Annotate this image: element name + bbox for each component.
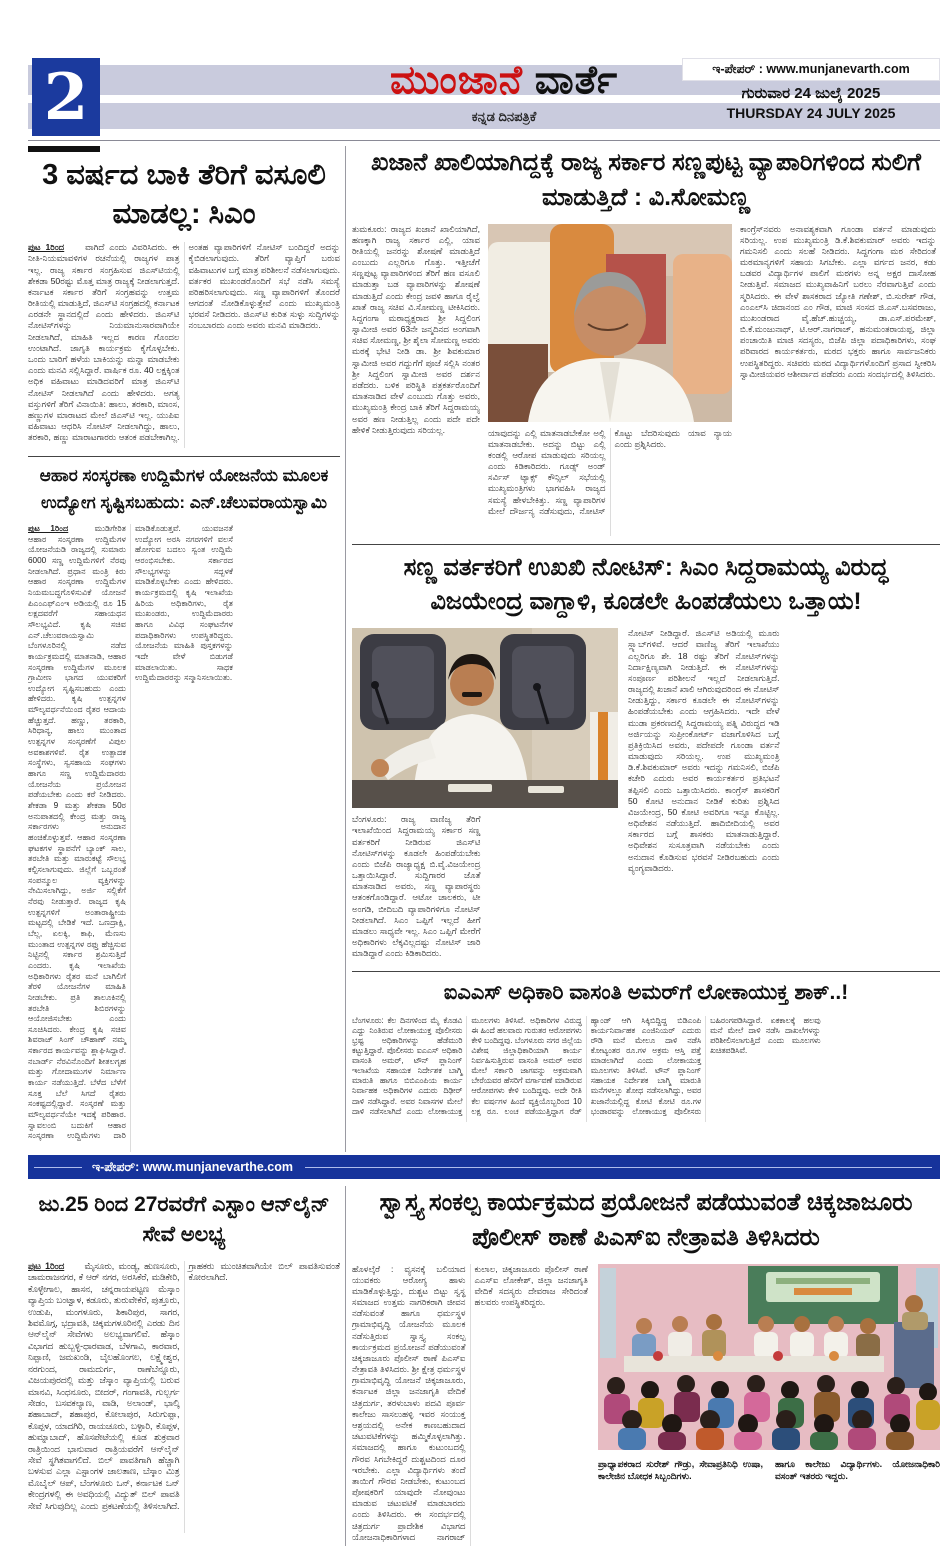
article-vijayendra-right-body: ನೋಟಿಸ್ ನೀಡಿದ್ದಾರೆ. ಜಿಎಸ್‌ಟಿ ಅಡಿಯಲ್ಲಿ ಮೂರು ಸ್ಲ್ಯಾಬ್‌ಗಳಿವೆ. ಆದರೆ ವಾಣಿಜ್ಯ ತೆರಿಗೆ ಇಲಾಖೆಯು ಎಲ್ಲರಿಗೂ ಶೇ. 18 ರಷ್ಟು ತೆರಿಗೆ ನೋಟಿಸ್‌ಗಳನ್ನು ನಿರ್ದಾಕ್ಷಿಣ್ಯವಾಗಿ ನೀಡುತ್ತಿದೆ. ಈ ನೋಟಿಸ್‌ಗಳನ್ನು ಸಂಪೂರ್ಣ ಪರಿಶೀಲನೆ ಇಲ್ಲದೆ ನೀಡಲಾಗುತ್ತಿದೆ. ರಾಜ್ಯದಲ್ಲಿ ಖಜಾನೆ ಖಾಲಿ ಆಗಿರುವುದರಿಂದ ಈ ನೋಟಿಸ್ ನೀಡುತ್ತಿದ್ದು, ಸರ್ಕಾರ ಕೂಡಲೇ ಈ ನೋಟಿಸ್‌ಗಳನ್ನು ಹಿಂಪಡೆಯಬೇಕು ಎಂದು ಆಗ್ರಹಿಸಿದರು. ಇದೇ ವೇಳೆ ಮುಡಾ ಪ್ರಕರಣದಲ್ಲಿ ಸಿದ್ದರಾಮಯ್ಯ ಪತ್ನಿ ವಿರುದ್ಧದ ಇಡಿ ಅರ್ಜಿಯನ್ನು ಸುಪ್ರೀಂಕೋರ್ಟ್ ವಜಾಗೊಳಿಸಿದ ಬಗ್ಗೆ ಪ್ರತಿಕ್ರಿಯಿಸಿದ ಅವರು, ಪದೇಪದೇ ಗೂಂಡಾ ವರ್ತನೆ ಮಾಡುವುದು ಸರಿಯಲ್ಲ. ಉಪ ಮುಖ್ಯಮಂತ್ರಿ ಡಿ.ಕೆ.ಶಿವಕುಮಾರ್ ಅವರು ಇದನ್ನು ಗಮನಿಸಲಿ, ಬಿಜೆಪಿ ಕಚೇರಿ ಎದುರು ಅವರ ಕಾರ್ಯಕರ್ತರ ಪ್ರತಿಭಟನೆ ತಪ್ಪಿಸಲಿ ಎಂದು ಒತ್ತಾಯಿಸಿದರು. ಕಾಂಗ್ರೆಸ್ ಶಾಸಕರಿಗೆ 50 ಕೋಟಿ ಅನುದಾನ ನೀಡಿಕೆ ಕುರಿತು ಪ್ರಶ್ನಿಸಿದ ವಿಜಯೇಂದ್ರ, 50 ಕೋಟಿ ಅವರಿಗೂ ಇನ್ನೂ ಕೊಟ್ಟಿಲ್ಲ. ಅಧಿವೇಶನ ನಡೆಯುತ್ತಿದೆ. ಹಾದಿಬೀದಿಯಲ್ಲಿ ಅವರ ಸರ್ಕಾರದ ಬಗ್ಗೆ ಶಾಸಕರು ಮಾತನಾಡುತ್ತಿದ್ದಾರೆ. ಅಧಿವೇಶನ ಸುಸೂತ್ರವಾಗಿ ನಡೆಯಬೇಕು ಎಂದು ಅನುದಾನ ಕೊಡಿಸುವ ಭರವಸೆ ನೀಡಿರಬಹುದು ಎಂದು ವ್ಯಂಗ್ಯವಾಡಿದರು. xyxy=(628,628,780,873)
masthead-title-block xyxy=(314,60,694,125)
dateline: ಪುಟ 1ರಿಂದ xyxy=(28,1260,65,1271)
column-divider xyxy=(345,146,346,1152)
bottom-right-column xyxy=(352,1186,940,1551)
date-kannada: ಗುರುವಾರ 24 ಜುಲೈ 2025 xyxy=(741,85,881,102)
article-food xyxy=(28,463,340,1152)
article-vijayendra-left-body: ಬೆಂಗಳೂರು: ರಾಜ್ಯ ವಾಣಿಜ್ಯ ತೆರಿಗೆ ಇಲಾಖೆಯಿಂದ ಸಿದ್ದರಾಮಯ್ಯ ಸರ್ಕಾರ ಸಣ್ಣ ವರ್ತಕರಿಗೆ ನೀಡಿರುವ ಜಿಎಸ್‌ಟಿ ನೋಟಿಸ್‌ಗಳನ್ನು ಕೂಡಲೇ ಹಿಂಪಡೆಯಬೇಕು ಎಂದು ಬಿಜೆಪಿ ರಾಜ್ಯಾಧ್ಯಕ್ಷ ಬಿ.ವೈ.ವಿಜಯೇಂದ್ರ ಒತ್ತಾಯಿಸಿದ್ದಾರೆ. ಸುದ್ದಿಗಾರರ ಜೊತೆ ಮಾತನಾಡಿದ ಅವರು, ಸಣ್ಣ ವ್ಯಾಪಾರಸ್ಥರು ಆತಂಕಗೊಂಡಿದ್ದಾರೆ. ಆಟೋ ಚಾಲಕರು, ಟೀ ಅಂಗಡಿ, ಬೀದಿಬದಿ ವ್ಯಾಪಾರಿಗಳಿಗೂ ನೋಟಿಸ್ ನೀಡಲಾಗಿದೆ. ಸಿಎಂ ಒಪ್ಪಿಗೆ ಇಲ್ಲದೆ ಹೀಗೆ ಮಾಡಲು ಸಾಧ್ಯವೇ ಇಲ್ಲ. ಸಿಎಂ ಒಪ್ಪಿಗೆ ಮೇರೆಗೆ ಅಧಿಕಾರಿಗಳು ಲೆಕ್ಕವಿಲ್ಲದಷ್ಟು ನೋಟಿಸ್ ಜಾರಿ ಮಾಡಿದ್ದಾರೆ ಎಂದು ಕಿಡಿಕಾರಿದರು. xyxy=(352,814,481,959)
health-photo-caption xyxy=(598,1458,940,1506)
article-separator xyxy=(352,971,940,972)
column-divider xyxy=(345,1186,346,1546)
article-tax-headline: 3 ವರ್ಷದ ಬಾಕಿ ತೆರಿಗೆ ವಸೂಲಿ ಮಾಡಲ್ಲ: ಸಿಎಂ xyxy=(42,159,326,231)
article-somanna-headline: ಖಜಾನೆ ಖಾಲಿಯಾಗಿದ್ದಕ್ಕೆ ರಾಜ್ಯ ಸರ್ಕಾರ ಸಣ್ಣಪುಟ್ಟ ವ್ಯಾಪಾರಿಗಳಿಂದ ಸುಲಿಗೆ ಮಾಡುತ್ತಿದೆ : ವಿ.ಸೋಮಣ್ಣ xyxy=(370,149,921,211)
article-estamp xyxy=(28,1190,340,1533)
article-estamp-body xyxy=(28,1261,340,1533)
epaper-banner xyxy=(28,1155,940,1179)
date-english: THURSDAY 24 JULY 2025 xyxy=(726,105,896,121)
vijayendra-press-photo xyxy=(352,628,618,808)
somanna-photo xyxy=(488,224,732,422)
article-ias-headline: ಐಎಎಸ್ ಅಧಿಕಾರಿ ವಾಸಂತಿ ಅಮರ್‌ಗೆ ಲೋಕಾಯುಕ್ತ ಶಾಕ್..! xyxy=(443,981,849,1005)
article-health-headline: ಸ್ವಾಸ್ತ್ಯ ಸಂಕಲ್ಪ ಕಾರ್ಯಕ್ರಮದ ಪ್ರಯೋಜನೆ ಪಡೆಯುವಂತೆ ಚಿಕ್ಕಜಾಜೂರು ಪೊಲೀಸ್ ಠಾಣೆ ಪಿಎಸ್ಐ ನೇತ್ರಾವತಿ ತಿಳಿಸಿದರು xyxy=(379,1189,913,1251)
article-somanna-col1: ತುಮಕೂರು: ರಾಜ್ಯದ ಖಜಾನೆ ಖಾಲಿಯಾಗಿದೆ, ಹಣಕ್ಕಾಗಿ ರಾಜ್ಯ ಸರ್ಕಾರ ಎಲ್ಲಿ, ಯಾವ ರೀತಿಯಲ್ಲಿ ಜನರನ್ನು ಶೋಷಣೆ ಮಾಡುತ್ತಿದೆ ಎಂಬುದು ಎಲ್ಲರಿಗೂ ಗೊತ್ತು. ಇತ್ತೀಚೆಗೆ ಸಣ್ಣಪುಟ್ಟ ವ್ಯಾಪಾರಿಗಳಿಂದ ತೆರಿಗೆ ಹಣ ವಸೂಲಿ ಮಾಡುತ್ತಾ ಬಡ ವ್ಯಾಪಾರಿಗಳನ್ನು ಶೋಷಣೆ ಮಾಡುತ್ತಿದೆ ಎಂದು ಕೇಂದ್ರ ಜವಳಿ ಹಾಗೂ ರೈಲ್ವೆ ಖಾತೆ ರಾಜ್ಯ ಸಚಿವ ವಿ.ಸೋಮಣ್ಣ ಟೀಕಿಸಿದರು. ಸಿದ್ದಗಂಗಾ ಮಠಾಧ್ಯಕ್ಷರಾದ ಶ್ರೀ ಸಿದ್ದಲಿಂಗ ಸ್ವಾಮೀಜಿ ಅವರ 63ನೇ ಜನ್ಮದಿನದ ಅಂಗವಾಗಿ ಸಚಿವ ಸೋಮಣ್ಣ, ಶ್ರೀ ಶೈಲಾ ಸೋಮಣ್ಣ ಅವರು ಮಠಕ್ಕೆ ಭೇಟಿ ನೀಡಿ ಡಾ. ಶ್ರೀ ಶಿವಕುಮಾರ ಸ್ವಾಮೀಜಿ ಅವರ ಗದ್ದುಗೆಗೆ ಪೂಜೆ ಸಲ್ಲಿಸಿ ನಂತರ ಶ್ರೀ ಸಿದ್ದಲಿಂಗ ಸ್ವಾಮೀಜಿ ಅವರ ದರ್ಶನ ಪಡೆದರು. ಬಳಿಕ ಪರಿಸ್ಥಿತಿ ಪತ್ರಕರ್ತರೊಂದಿಗೆ ಮಾತನಾಡಿದ ವೇಳೆ ಎಂಬುದು ಗೊತ್ತು ಅವರು, ಮುಖ್ಯಮಂತ್ರಿ ಕೇಂದ್ರ ಬಾಕಿ ತೆರಿಗೆ ಸಿದ್ದರಾಮಯ್ಯ ಅವರ ಹಣ ನೀಡುತ್ತಿಲ್ಲ ಎಂದು ಪದೇ ಪದೇ ಹೇಳಿಕೆ ನೀಡುತ್ತಿರುವುದು ಸರಿಯಲ್ಲ. xyxy=(352,223,480,435)
article-somanna-col4: ಕಾಂಗ್ರೆಸ್‌ನವರು ಅನಾವಶ್ಯಕವಾಗಿ ಗೂಂಡಾ ವರ್ತನೆ ಮಾಡುವುದು ಸರಿಯಲ್ಲ. ಉಪ ಮುಖ್ಯಮಂತ್ರಿ ಡಿ.ಕೆ.ಶಿವಕುಮಾರ್ ಅವರು ಇದನ್ನು ಗಮನಿಸಲಿ ಎಂದು ಸಲಹೆ ನೀಡಿದರು. ಸಿದ್ದಗಂಗಾ ಮಠ ಸೇರಿದಂತೆ ಮಠಮಾನ್ಯಗಳಿಗೆ ಸಹಾಯ ಸಿಗಬೇಕು. ಎಲ್ಲಾ ವರ್ಗದ ಜನರ, ಕಡು ಬಡವರ ವಿದ್ಯಾರ್ಥಿಗಳ ಪಾಲಿಗೆ ಮಠಗಳು ಅನ್ನ ಅಕ್ಷರ ದಾಸೋಹ ನೀಡುತ್ತಿವೆ. ಸಮಾಜದ ಮುಖ್ಯವಾಹಿನಿಗೆ ಬರಲು ನೆರವಾಗುತ್ತಿವೆ ಎಂದು ಸ್ಮರಿಸಿದರು. ಈ ವೇಳೆ ಶಾಸಕರಾದ ಜ್ಯೋತಿ ಗಣೇಶ್, ಬಿ.ಸುರೇಶ್ ಗೌಡ, ಎಂಎಲ್‌ಸಿ ಚಿದಾನಂದ ಎಂ ಗೌಡ, ಮಾಜಿ ಸಂಸದ ಜಿ.ಎಸ್.ಬಸವರಾಜು, ಮುಖಂಡರಾದ ವೈ.ಹೆಚ್.ಹುಚ್ಚಯ್ಯ, ಡಾ.ಎಸ್.ಪರಮೇಶ್, ಬಿ.ಕೆ.ಮಂಜುನಾಥ್, ಟಿ.ಆರ್.ನಾಗರಾಜ್, ಹನುಮಂತರಾಯಪ್ಪ, ಜಿಲ್ಲಾ ಪಂಚಾಯಿತಿ ಮಾಜಿ ಸದಸ್ಯರು, ಬಿಜೆಪಿ ಜಿಲ್ಲಾ ಪದಾಧಿಕಾರಿಗಳು, ಸಂಘ ಪರಿವಾರದ ಕಾರ್ಯಕರ್ತರು, ಮಠದ ಭಕ್ತರು ಹಾಗೂ ಸಾರ್ವಜನಿಕರು ಉಪಸ್ಥಿತರಿದ್ದರು. ಸಚಿವರು ಮಠದ ವಿದ್ಯಾರ್ಥಿಗಳೊಂದಿಗೆ ಪ್ರಸಾದ ಸ್ವೀಕರಿಸಿ ಸ್ವಾಮೀಜಿಯವರ ಆಶೀರ್ವಾದ ಪಡೆದರು ಎಂದು ಸಂದರ್ಭದಲ್ಲಿ ತಿಳಿಸಿದರು. xyxy=(740,223,936,379)
newspaper-title xyxy=(314,60,694,103)
masthead xyxy=(28,58,940,138)
left-column xyxy=(28,146,340,1154)
bottom-left-column xyxy=(28,1186,340,1551)
title-word-red: ಮುಂಜಾನೆ xyxy=(389,59,523,102)
article-tax xyxy=(28,146,340,448)
article-vijayendra-headline: ಸಣ್ಣ ವರ್ತಕರಿಗೆ ಉಖಖಿ ನೋಟಿಸ್: ಸಿಎಂ ಸಿದ್ದರಾಮಯ್ಯ ವಿರುದ್ಧ ವಿಜಯೇಂದ್ರ ವಾಗ್ದಾಳಿ, ಕೂಡಲೇ ಹಿಂಪಡೆಯಲು ಒತ್ತಾಯ! xyxy=(403,553,889,616)
article-separator xyxy=(352,544,940,545)
caption-left: ಪ್ರಾಧ್ಯಾಪಕರಾದ ಸುರೇಶ್ ಗೌಡ್ರು, ಸೇವಾಪ್ರತಿನಿಧಿ ಉಷಾ, ಕಾಲೇಜಿನ ಬೋಧಕ ಸಿಬ್ಬಂದಿಗಳು. xyxy=(598,1458,763,1481)
dateline: ಪುಟ 1ರಿಂದ xyxy=(28,523,69,533)
article-separator xyxy=(28,456,340,457)
banner-line xyxy=(34,1167,82,1168)
article-ias-body: ಬೆಂಗಳೂರು: ಕೆಲ ದಿನಗಳಿಂದ ಮೈ ಕೊಡವಿ ಎದ್ದು ನಿಂತಿರುವ ಲೋಕಾಯುಕ್ತ ಪೊಲೀಸರು ಭ್ರಷ್ಟ ಅಧಿಕಾರಿಗಳನ್ನು ಹೆಡೆಮುರಿ ಕಟ್ಟುತ್ತಿದ್ದಾರೆ. ಪೊಲೀಸರು ಐಎಎಸ್ ಅಧಿಕಾರಿ ವಾಸಂತಿ ಅಮರ್, ಟೌನ್ ಪ್ಲಾನಿಂಗ್ ಇಲಾಖೆಯ ಸಹಾಯಕ ನಿರ್ದೇಶಕ ಬಾಗ್ಮಿ ಮಾರುತಿ ಹಾಗೂ ಬಿಬಿಎಂಪಿಯ ಕಾರ್ಯ ನಿರ್ವಾಹಕ ಅಧಿಕಾರಿಗಳ ಎದುರು ದಿಢೀರ್ ದಾಳಿ ನಡೆಸಿದ್ದಾರೆ. ಅವರ ನಿವಾಸಗಳ ಮೇಲೆ ದಾಳಿ ನಡೆಸಲಾಗಿದೆ ಎಂದು ಲೋಕಾಯುಕ್ತ ಮೂಲಗಳು ತಿಳಿಸಿವೆ. ಅಧಿಕಾರಿಗಳ ವಿರುದ್ಧ ಈ ಹಿಂದೆ ಹಲವಾರು ಗುರುತರ ಆರೋಪಗಳು ಕೇಳಿ ಬಂದಿದ್ದವು. ಬೆಂಗಳೂರು ನಗರ ಜಿಲ್ಲೆಯ ವಿಶೇಷ ಜಿಲ್ಲಾಧಿಕಾರಿಯಾಗಿ ಕಾರ್ಯ ನಿರ್ವಹಿಸುತ್ತಿರುವ ವಾಸಂತಿ ಅಮರ್ ಅವರ ಮೇಲೆ ಸರ್ಕಾರಿ ಜಾಗವನ್ನು ಅಕ್ರಮವಾಗಿ ಬೇರೆಯವರ ಹೆಸರಿಗೆ ವರ್ಗಾವಣೆ ಮಾಡಿರುವ ಆರೋಪಗಳು ಕೇಳಿ ಬಂದಿದ್ದವು. ಅದೇ ರೀತಿ ಕೆಲ ವರ್ಷಗಳ ಹಿಂದೆ ವ್ಯಕ್ತಿಯೊಬ್ಬರಿಂದ 10 ಲಕ್ಷ ರೂ. ಲಂಚ ಪಡೆಯುತ್ತಿದ್ದಾಗ ರೆಡ್ ಹ್ಯಾಂಡ್ ಆಗಿ ಸಿಕ್ಕಿಬಿದ್ದಿದ್ದ ಬಿಡಿಎಂಪಿ ಕಾರ್ಯನಿರ್ವಾಹಕ ಎಂಜಿನಿಯರ್ ಎದುರು ರೌಡಿ ಮನೆ ಮೇಲೂ ದಾಳಿ ನಡೆಸಿ ಕೋಟ್ಯಂತರ ರೂ.ಗಳ ಅಕ್ರಮ ಆಸ್ತಿ ಪತ್ತೆ ಮಾಡಲಾಗಿದೆ ಎಂದು ಲೋಕಾಯುಕ್ತ ಮೂಲಗಳು ತಿಳಿಸಿವೆ. ಟೌನ್ ಪ್ಲಾನಿಂಗ್ ಸಹಾಯಕ ನಿರ್ದೇಶಕ ಬಾಗ್ಮಿ ಮಾರುತಿ ಮನೆಗಳಲ್ಲೂ ಶೋಧ ನಡೆಸಲಾಗಿದ್ದು, ಅವರ ಖಜಾನೆಯಲ್ಲಿದ್ದ ಕೋಟಿ ಕೋಟಿ ರೂ.ಗಳ ಭಂಡಾರವನ್ನು ಲೋಕಾಯುಕ್ತ ಪೊಲೀಸರು ಬಹಿರಂಗಪಡಿಸಿದ್ದಾರೆ. ಏಕಕಾಲಕ್ಕೆ ಹಲವು ಮನೆ ಮೇಲೆ ದಾಳಿ ನಡೆಸಿ ದಾಖಲೆಗಳನ್ನು ಪರಿಶೀಲಿಸಲಾಗುತ್ತಿದೆ ಎಂದು ಮೂಲಗಳು ಖಚಿತಪಡಿಸಿವೆ. xyxy=(352,1015,821,1116)
article-tax-body xyxy=(28,242,340,448)
masthead-rule xyxy=(28,140,940,141)
article-estamp-headline: ಜು.25 ರಿಂದ 27ರವರೆಗೆ ಎಸ್ಟಾಂ ಆನ್‌ಲೈನ್ ಸೇವೆ ಅಲಭ್ಯ xyxy=(38,1193,330,1247)
article-food-body xyxy=(28,524,340,1152)
body-text: ವಾಗಿದೆ ಎಂದು ವಿವರಿಸಿದರು. ಈ ನೀತಿ-ನಿಯಮಾವಳಿಗಳ ರಚನೆಯಲ್ಲಿ ರಾಜ್ಯಗಳ ಪಾತ್ರ ಇಲ್ಲ. ರಾಜ್ಯ ಸರ್ಕಾರ ಸಂಗ್ರಹಿಸುವ ಜಿಎಸ್‌ಟಿಯಲ್ಲಿ ಶೇಕಡಾ 50ರಷ್ಟು ಮೊತ್ತ ಮಾತ್ರ ರಾಜ್ಯಕ್ಕೆ ನೀಡಲಾಗುತ್ತದೆ. ಕರ್ನಾಟಕ ಸರ್ಕಾರ ತೆರಿಗೆ ಸಂಗ್ರಹವನ್ನು ಉತ್ತಮ ರೀತಿಯಲ್ಲಿ ಮಾಡುತ್ತಿದೆ, ಜಿಎಸ್‌ಟಿ ಸಂಗ್ರಹದಲ್ಲಿ ಕರ್ನಾಟಕ ಎರಡನೇ ಸ್ಥಾನದಲ್ಲಿದೆ ಎಂದು ಹೇಳಿದರು. ಜಿಎಸ್‌ಟಿ ನೋಟಿಸ್‌ಗಳನ್ನು ನಿಯಮಾನುಸಾರವಾಗಿಯೇ ನೀಡಲಾಗಿದೆ, ಮಾಹಿತಿ ಇಲ್ಲದ ಕಾರಣ ಗೊಂದಲ ಉಂಟಾಗಿದೆ. ಜಾಗೃತಿ ಕಾರ್ಯಕ್ರಮ ಕೈಗೊಳ್ಳಬೇಕು. ಒಂದು ಬಾರಿಗೆ ಹಳೆಯ ಬಾಕಿಯನ್ನು ಮನ್ನಾ ಮಾಡಬೇಕು ಎಂದು ಮನವಿ ಸಲ್ಲಿಸಿದ್ದಾರೆ. ವಾರ್ಷಿಕ ರೂ. 40 ಲಕ್ಷಕ್ಕಿಂತ ಅಧಿಕ ವಹಿವಾಟು ಮಾಡಿದವರಿಗೆ ಮಾತ್ರ ಜಿಎಸ್‌ಟಿ ನೋಟಿಸ್ ನೀಡಲಾಗಿದೆ ಎಂದು ಹೇಳಿದರು. ಅಗತ್ಯ ವಸ್ತುಗಳಿಗೆ ತೆರಿಗೆ ವಿನಾಯಿತಿ: ಹಾಲು, ತರಕಾರಿ, ಮಾಂಸ, ಹಣ್ಣುಗಳ ಮಾರಾಟದ ಮೇಲೆ ಜಿಎಸ್‌ಟಿ ಇಲ್ಲ. ಯುಪಿಐ ವಹಿವಾಟು ಆಧರಿಸಿ ನೋಟಿಸ್ ನೀಡಲಾಗಿದ್ದು, ಹಾಲು, ತರಕಾರಿ, ಹಣ್ಣು ಮಾರಾಟಗಾರರು ಆತಂಕ ಪಡಬೇಕಾಗಿಲ್ಲ. ಅಂತಹ ವ್ಯಾಪಾರಿಗಳಿಗೆ ನೋಟಿಸ್ ಬಂದಿದ್ದರೆ ಅದನ್ನು ಕೈಬಿಡಲಾಗುವುದು. ತೆರಿಗೆ ವ್ಯಾಪ್ತಿಗೆ ಬರುವ ವಹಿವಾಟುಗಳ ಬಗ್ಗೆ ಮಾತ್ರ ಪರಿಶೀಲನೆ ನಡೆಸಲಾಗುವುದು. ವರ್ತಕರ ಮುಖಂಡರೊಂದಿಗೆ ಸಭೆ ನಡೆಸಿ ಸಮಸ್ಯೆ ಪರಿಹರಿಸಲಾಗುವುದು. ಸಣ್ಣ ವ್ಯಾಪಾರಿಗಳಿಗೆ ತೊಂದರೆ ಆಗದಂತೆ ನೋಡಿಕೊಳ್ಳುತ್ತೇವೆ ಎಂದು ಮುಖ್ಯಮಂತ್ರಿ ಭರವಸೆ ನೀಡಿದರು. ಜಿಎಸ್‌ಟಿ ಕುರಿತ ಸುಳ್ಳು ಸುದ್ದಿಗಳನ್ನು ನಂಬಬಾರದು ಎಂದು ಅವರು ಮನವಿ ಮಾಡಿದರು. xyxy=(28,242,340,443)
dateline: ಪುಟ 1ರಿಂದ xyxy=(28,242,65,253)
article-health-body: ಹೊಳಲ್ಕೆರೆ : ವ್ಯಸನಕ್ಕೆ ಬಲಿಯಾದ ಯುವಕರು ಆರೋಗ್ಯ ಹಾಳು ಮಾಡಿಕೊಳ್ಳುತ್ತಿದ್ದು, ದುಶ್ಚಟ ಬಿಟ್ಟು ಸ್ವಸ್ಥ ಸಮಾಜದ ಉತ್ತಮ ನಾಗರಿಕರಾಗಿ ಜೀವನ ನಡೆಸುವಂತೆ ಹಾಗೂ ಧರ್ಮಸ್ಥಳ ಗ್ರಾಮಾಭಿವೃದ್ಧಿ ಯೋಜನೆಯ ಮೂಲಕ ನಡೆಸುತ್ತಿರುವ ಸ್ವಾಸ್ತ್ಯ ಸಂಕಲ್ಪ ಕಾರ್ಯಕ್ರಮದ ಪ್ರಯೋಜನೆ ಪಡೆಯುವಂತೆ ಚಿಕ್ಕಜಾಜೂರು ಪೊಲೀಸ್ ಠಾಣೆ ಪಿಎಸ್ಐ ನೇತ್ರಾವತಿ ತಿಳಿಸಿದರು. ಶ್ರೀ ಕ್ಷೇತ್ರ ಧರ್ಮಸ್ಥಳ ಗ್ರಾಮಾಭಿವೃದ್ಧಿ ಯೋಜನೆ ಚಿಕ್ಕಜಾಜೂರು, ಕರ್ನಾಟಕ ಜಿಲ್ಲಾ ಜನಜಾಗೃತಿ ವೇದಿಕೆ ಚಿತ್ರದುರ್ಗ, ತರಳುಬಾಳು ಪದವಿ ಪೂರ್ವ ಕಾಲೇಜು ಸಾಸಲುಹಳ್ಳಿ ಇವರ ಸಂಯುಕ್ತ ಆಶ್ರಯದಲ್ಲಿ ಅನೇಕ ಕಾಣಬಹುದಾದ ಚಟುವಟಿಕೆಗಳನ್ನು ಹಮ್ಮಿಕೊಳ್ಳಲಾಗಿತ್ತು. ಸಮಾಜದಲ್ಲಿ ಹಾಗೂ ಕುಟುಂಬದಲ್ಲಿ ಗೌರವ ಸಿಗಬೇಕಿದ್ದರೆ ದುಶ್ಚಟದಿಂದ ದೂರ ಇರಬೇಕು. ಎಲ್ಲಾ ವಿದ್ಯಾರ್ಥಿಗಳು ತಂದೆ ತಾಯಿಗೆ ಗೌರವ ನೀಡಬೇಕು, ಕುಟುಂಬದ ಪೋಷಕರಿಗೆ ಯಾವುದೇ ನೋವುಂಟು ಮಾಡುವ ಚಟುವಟಿಕೆ ಮಾಡಬಾರದು ಎಂದು ತಿಳಿಸಿದರು. ಈ ಸಂದರ್ಭದಲ್ಲಿ ಚಿತ್ರದುರ್ಗ ಪ್ರಾದೇಶಿಕ ವಿಭಾಗದ ಯೋಜನಾಧಿಕಾರಿಗಳಾದ ನಾಗರಾಜ್ ಕುಲಾಲ, ಚಿಕ್ಕಜಾಜೂರು ಪೊಲೀಸ್ ಠಾಣೆ ಎಎಸ್ಐ ಲೋಕೇಶ್, ಜಿಲ್ಲಾ ಜನಜಾಗೃತಿ ವೇದಿಕೆ ಸದಸ್ಯರು ದೇವರಾಜ ಸೇರಿದಂತೆ ಹಲವರು ಉಪಸ್ಥಿತರಿದ್ದರು. xyxy=(352,1263,588,1542)
section-bar xyxy=(28,146,100,152)
newspaper-tagline: ಕನ್ನಡ ದಿನಪತ್ರಿಕೆ xyxy=(471,108,537,124)
article-somanna xyxy=(352,146,940,536)
body-text: ಮೈಸೂರು, ಮಂಡ್ಯ, ಹುಣಸೂರು, ಚಾಮರಾಜನಗರ, ಕೆ ಆರ್ ನಗರ, ಅರಸಿಕೆರೆ, ಮಡಿಕೇರಿ, ಕೊಳ್ಳೇಗಾಲ, ಹಾಸನ, ಚನ್ನರಾಯಪಟ್ಟಣ ಮೆಸ್ಕಾಂ ವ್ಯಾಪ್ತಿಯ ಬಂಟ್ವಾಳ, ಕಡೂರು, ತುರುವೇಕೆರೆ, ಪುತ್ತೂರು, ಉಡುಪಿ, ಮಂಗಳೂರು, ಶಿಕಾರಿಪುರ, ಸಾಗರ, ಶಿವಮೊಗ್ಗ, ಭದ್ರಾವತಿ, ಚಿಕ್ಕಮಗಳೂರಿನಲ್ಲಿ ಎರಡು ದಿನ ಆನ್‌ಲೈನ್ ಸೇವೆಗಳು ಅಲಭ್ಯವಾಗಲಿವೆ. ಹೆಸ್ಕಾಂ ವಿಭಾಗದ ಹುಬ್ಬಳ್ಳಿ-ಧಾರವಾಡ, ಬೆಳಗಾವಿ, ಕಾರವಾರ, ನಿಪ್ಪಾಣಿ, ಜಮಖಂಡಿ, ಬೈಲಹೊಂಗಲ, ಲಕ್ಷ್ಮೇಶ್ವರ, ನರಗುಂದ, ರಾಮದುರ್ಗ, ರಾಣೆಬೆನ್ನೂರು, ವಿಜಯಪುರದಲ್ಲಿ ಮತ್ತು ಜೆಸ್ಕಾಂ ವ್ಯಾಪ್ತಿಯಲ್ಲಿ ಬರುವ ಮಾನವಿ, ಸಿಂಧನೂರು, ಬೀದರ್, ಗಂಗಾವತಿ, ಗುಲ್ಬರ್ಗ ಸೇಡಂ, ಬಸವಕಲ್ಯಾಣ, ವಾಡಿ, ಅಲಾಂಡ್, ಭಾಲ್ಕಿ ಶಹಾಬಾದ್, ಶಹಾಪುರ, ಕೋಲಾಪುರ, ಸಿರುಗುಪ್ಪಾ, ಕೊಪ್ಪಳ, ಯಾದಗಿರಿ, ರಾಯಚೂರು, ಬಳ್ಳಾರಿ, ಕೊಪ್ಪಳ, ಹುಮ್ನಾಬಾದ್, ಹೊಸಪೇಟೆಯಲ್ಲಿ ಕೂಡ ಶುಕ್ರವಾರ ರಾತ್ರಿಯಿಂದ ಭಾನುವಾರ ರಾತ್ರಿಯವರೆಗೆ ಆನ್‌ಲೈನ್ ಸೇವೆ ಸ್ಥಗಿತವಾಗಲಿದೆ. ಬಿಲ್ ಪಾವತಿಗಾಗಿ ಹೆಚ್ಚಾಗಿ ಬಳಸುವ ಎಲ್ಲಾ ಎಸ್ಟಾಂಗಳ ಜಾಲತಾಣ, ಬೆಸ್ಕಾಂ ಮಿತ್ರ ಮೊಬೈಲ್ ಆಪ್, ಬೆಂಗಳೂರು ಒನ್, ಕರ್ನಾಟಕ ಒನ್ ಕೇಂದ್ರಗಳಲ್ಲಿ ಈ ಅವಧಿಯಲ್ಲಿ ವಿದ್ಯುತ್ ಬಿಲ್ ಪಾವತಿ ಸೇವೆ ಸಿಗುವುದಿಲ್ಲ ಎಂದು ಪ್ರಕಟಣೆಯಲ್ಲಿ ತಿಳಿಸಲಾಗಿದೆ. ಗ್ರಾಹಕರು ಮುಂಚಿತವಾಗಿಯೇ ಬಿಲ್ ಪಾವತಿಸುವಂತೆ ಕೋರಲಾಗಿದೆ. xyxy=(28,1260,340,1511)
health-program-photo xyxy=(598,1264,940,1450)
article-ias xyxy=(352,978,940,1121)
epaper-url: ಇ-ಪೇಪರ್ : www.munjanevarth.com xyxy=(682,58,940,81)
title-word-black: ವಾರ್ತೆ xyxy=(534,59,619,102)
banner-line xyxy=(305,1167,932,1168)
banner-url: ಇ-ಪೇಪರ್: www.munjanevarthe.com xyxy=(92,1159,293,1174)
right-column xyxy=(352,146,940,1154)
article-somanna-mid: ಯಾವುದನ್ನು ಎಲ್ಲಿ ಮಾತನಾಡಬೇಕೋ ಅಲ್ಲಿ ಮಾತನಾಡಬೇಕು. ಅದನ್ನು ಬಿಟ್ಟು ಎಲ್ಲಿ ಕಂಡಲ್ಲಿ ಆರೋಪ ಮಾಡುವುದು ಸರಿಯಲ್ಲ ಎಂದು ಕಿಡಿಕಾರಿದರು. ಗೂಡ್ಸ್ ಅಂಡ್ ಸರ್ವಿಸ್ ಟ್ಯಾಕ್ಸ್ ಕೌನ್ಸಿಲ್ ಸಭೆಯಲ್ಲಿ ಮುಖ್ಯಮಂತ್ರಿಗಳು ಭಾಗವಹಿಸಿ ರಾಜ್ಯದ ಸಮಸ್ಯೆ ಹೇಳಬೇಕಿತ್ತು. ಸಣ್ಣ ವ್ಯಾಪಾರಿಗಳ ಮೇಲೆ ದೌರ್ಜನ್ಯ ನಡೆಸುವುದು, ನೋಟಿಸ್ ಕೊಟ್ಟು ಬೆದರಿಸುವುದು ಯಾವ ನ್ಯಾಯ ಎಂದು ಪ್ರಶ್ನಿಸಿದರು. xyxy=(488,427,732,516)
caption-right: ಹಾಗೂ ಕಾಲೇಜು ವಿದ್ಯಾರ್ಥಿಗಳು. ಯೋಜನಾಧಿಕಾರಿ ವಸಂತ್ ಇತರರು ಇದ್ದರು. xyxy=(775,1458,940,1481)
article-health xyxy=(352,1186,940,1546)
masthead-date-block xyxy=(682,58,940,121)
page-number: 2 xyxy=(32,58,100,136)
body-text: ಮುಡಿಗೇರಿತ ಆಹಾರ ಸಂಸ್ಕರಣಾ ಉದ್ದಿಮೆಗಳ ಯೋಜನೆಯಡಿ ರಾಜ್ಯದಲ್ಲಿ ಸುಮಾರು 6000 ಸಣ್ಣ ಉದ್ದಿಮೆಗಳಿಗೆ ನೆರವು ನೀಡಲಾಗಿದೆ. ಪ್ರಧಾನ ಮಂತ್ರಿ ಕಿರು ಆಹಾರ ಸಂಸ್ಕರಣಾ ಉದ್ದಿಮೆಗಳ ನಿಯಮಬದ್ಧಗೊಳಿಸುವಿಕೆ ಯೋಜನೆ ಪಿಎಂಎಫ್‌ಎಂಇ ಅಡಿಯಲ್ಲಿ ರೂ 15 ಲಕ್ಷದವರೆಗೆ ಸಹಾಯಧನ ಸೌಲಭ್ಯವಿದೆ. ಕೃಷಿ ಸಚಿವ ಎನ್.ಚೆಲುವರಾಯಸ್ವಾಮಿ ಬೆಂಗಳೂರಿನಲ್ಲಿ ನಡೆದ ಕಾರ್ಯಕ್ರಮದಲ್ಲಿ ಮಾತನಾಡಿ, ಆಹಾರ ಸಂಸ್ಕರಣಾ ಉದ್ದಿಮೆಗಳ ಮೂಲಕ ಗ್ರಾಮೀಣ ಭಾಗದ ಯುವಕರಿಗೆ ಉದ್ಯೋಗ ಸೃಷ್ಟಿಸಬಹುದು ಎಂದು ಹೇಳಿದರು. ಕೃಷಿ ಉತ್ಪನ್ನಗಳ ಮೌಲ್ಯವರ್ಧನೆಯಿಂದ ರೈತರ ಆದಾಯ ಹೆಚ್ಚುತ್ತದೆ. ಹಣ್ಣು, ತರಕಾರಿ, ಸಿರಿಧಾನ್ಯ, ಹಾಲು ಮುಂತಾದ ಉತ್ಪನ್ನಗಳ ಸಂಸ್ಕರಣೆಗೆ ವಿಪುಲ ಅವಕಾಶಗಳಿವೆ. ರೈತ ಉತ್ಪಾದಕ ಸಂಸ್ಥೆಗಳು, ಸ್ವಸಹಾಯ ಸಂಘಗಳು ಹಾಗೂ ಸಣ್ಣ ಉದ್ದಿಮೆದಾರರು ಯೋಜನೆಯ ಪ್ರಯೋಜನ ಪಡೆಯಬೇಕು ಎಂದು ಕರೆ ನೀಡಿದರು. ಶೇಕಡಾ 9 ಮತ್ತು ಶೇಕಡಾ 50ರ ಅನುಪಾತದಲ್ಲಿ ಕೇಂದ್ರ ಮತ್ತು ರಾಜ್ಯ ಸರ್ಕಾರಗಳು ಅನುದಾನ ಹಂಚಿಕೊಳ್ಳುತ್ತವೆ. ಆಹಾರ ಸಂಸ್ಕರಣಾ ಘಟಕಗಳ ಸ್ಥಾಪನೆಗೆ ಬ್ಯಾಂಕ್ ಸಾಲ, ತರಬೇತಿ ಮತ್ತು ಮಾರುಕಟ್ಟೆ ಸೌಲಭ್ಯ ಕಲ್ಪಿಸಲಾಗುವುದು. ಜಿಲ್ಲೆಗೆ ಒಬ್ಬರಂತೆ ಸಂಪನ್ಮೂಲ ವ್ಯಕ್ತಿಗಳನ್ನು ನೇಮಿಸಲಾಗಿದ್ದು, ಅರ್ಜಿ ಸಲ್ಲಿಕೆಗೆ ನೆರವು ನೀಡುತ್ತಾರೆ. ರಾಜ್ಯದ ಕೃಷಿ ಉತ್ಪನ್ನಗಳಿಗೆ ಅಂತಾರಾಷ್ಟ್ರೀಯ ಮಟ್ಟದಲ್ಲಿ ಬೇಡಿಕೆ ಇದೆ. ಒಣದ್ರಾಕ್ಷಿ, ಬೆಲ್ಲ, ಏಲಕ್ಕಿ, ಕಾಫಿ, ಮೆಣಸು ಮುಂತಾದ ಉತ್ಪನ್ನಗಳ ರಫ್ತು ಹೆಚ್ಚಿಸುವ ನಿಟ್ಟಿನಲ್ಲಿ ಸರ್ಕಾರ ಶ್ರಮಿಸುತ್ತಿದೆ ಎಂದರು. ಕೃಷಿ ಇಲಾಖೆಯ ಅಧಿಕಾರಿಗಳು ರೈತರ ಮನೆ ಬಾಗಿಲಿಗೆ ತೆರಳಿ ಯೋಜನೆಗಳ ಮಾಹಿತಿ ನೀಡಬೇಕು. ಪ್ರತಿ ತಾಲೂಕಿನಲ್ಲಿ ತರಬೇತಿ ಶಿಬಿರಗಳನ್ನು ಆಯೋಜಿಸಬೇಕು ಎಂದು ಸೂಚಿಸಿದರು. ಕೇಂದ್ರ ಕೃಷಿ ಸಚಿವ ಶಿವರಾಜ್ ಸಿಂಗ್ ಚೌಹಾಣ್ ನಮ್ಮ ಸರ್ಕಾರದ ಕಾರ್ಯವನ್ನು ಶ್ಲಾಘಿಸಿದ್ದಾರೆ. ನಬಾರ್ಡ್ ನೆರವಿನೊಂದಿಗೆ ಶೀತಲಗೃಹ ಮತ್ತು ಗೋದಾಮುಗಳ ನಿರ್ಮಾಣ ಕಾರ್ಯ ನಡೆಯುತ್ತಿದೆ. ಬೆಳೆದ ಬೆಳೆಗೆ ಸೂಕ್ತ ಬೆಲೆ ಸಿಗದೆ ರೈತರು ಸಂಕಷ್ಟದಲ್ಲಿದ್ದಾರೆ. ಸಂಸ್ಕರಣೆ ಮತ್ತು ಮೌಲ್ಯವರ್ಧನೆಯೇ ಇದಕ್ಕೆ ಪರಿಹಾರ. ಸ್ವಾವಲಂಬಿ ಬದುಕಿಗೆ ಆಹಾರ ಸಂಸ್ಕರಣಾ ಉದ್ದಿಮೆಗಳು ದಾರಿ ಮಾಡಿಕೊಡುತ್ತವೆ. ಯುವಜನತೆ ಉದ್ಯೋಗ ಅರಸಿ ನಗರಗಳಿಗೆ ವಲಸೆ ಹೋಗುವ ಬದಲು ಸ್ವಂತ ಉದ್ದಿಮೆ ಆರಂಭಿಸಬೇಕು. ಸರ್ಕಾರದ ಸೌಲಭ್ಯಗಳನ್ನು ಸದ್ಬಳಕೆ ಮಾಡಿಕೊಳ್ಳಬೇಕು ಎಂದು ಹೇಳಿದರು. ಕಾರ್ಯಕ್ರಮದಲ್ಲಿ ಕೃಷಿ ಇಲಾಖೆಯ ಹಿರಿಯ ಅಧಿಕಾರಿಗಳು, ರೈತ ಮುಖಂಡರು, ಉದ್ದಿಮೆದಾರರು ಹಾಗೂ ವಿವಿಧ ಸಂಘಟನೆಗಳ ಪದಾಧಿಕಾರಿಗಳು ಉಪಸ್ಥಿತರಿದ್ದರು. ಯೋಜನೆಯ ಮಾಹಿತಿ ಪುಸ್ತಕಗಳನ್ನು ಇದೇ ವೇಳೆ ಬಿಡುಗಡೆ ಮಾಡಲಾಯಿತು. ಸಾಧಕ ಉದ್ದಿಮೆದಾರರನ್ನು ಸನ್ಮಾನಿಸಲಾಯಿತು. xyxy=(28,523,233,1141)
article-food-headline: ಆಹಾರ ಸಂಸ್ಕರಣಾ ಉದ್ದಿಮೆಗಳ ಯೋಜನೆಯ ಮೂಲಕ ಉದ್ಯೋಗ ಸೃಷ್ಟಿಸಬಹುದು: ಎನ್.ಚೆಲುವರಾಯಸ್ವಾಮಿ xyxy=(39,466,329,512)
article-vijayendra xyxy=(352,551,940,964)
